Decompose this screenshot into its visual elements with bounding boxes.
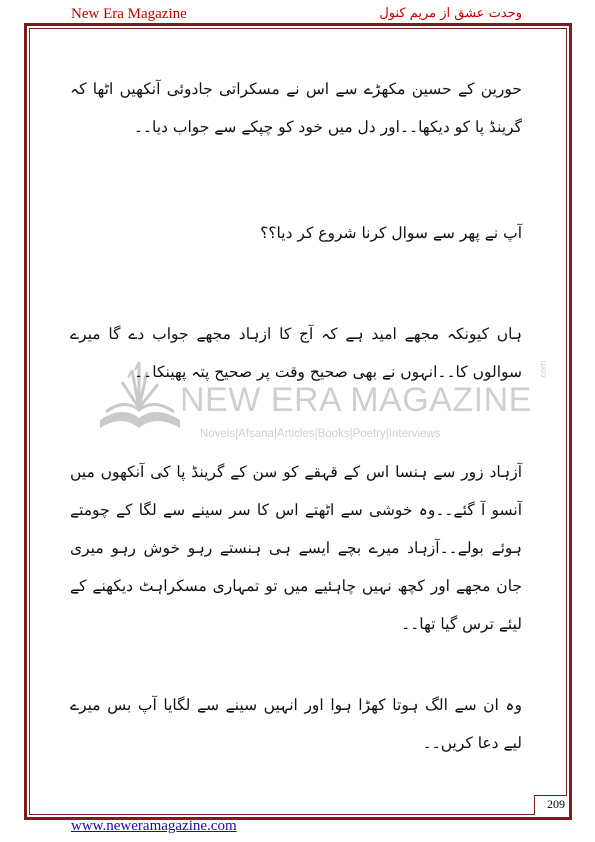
paragraph-5: وہ ان سے الگ ہوتا کھڑا ہوا اور انہیں سینے سے لگایا آپ بس میرے لیے دعا کریں۔۔ bbox=[70, 696, 522, 752]
watermark-title: NEW ERA MAGAZINE bbox=[180, 381, 532, 419]
book-title: وحدت عشق از مریم کنول bbox=[379, 6, 522, 21]
paragraph-3: ہاں کیونکہ مجھے امید ہے کہ آج کا ازہاد مجھے جواب دے گا میرے سوالوں کا۔۔انہوں نے بھی صحیح وقت پر صحیح پتہ پھینکا۔۔ bbox=[70, 325, 522, 381]
page-number: 209 bbox=[547, 797, 565, 811]
paragraph-2: آپ نے پھر سے سوال کرنا شروع کر دیا؟؟ bbox=[260, 224, 522, 242]
page-number-box bbox=[534, 795, 567, 815]
paragraph-4: آزہاد زور سے ہنسا اس کے قہقے کو سن کے گرینڈ پا کی آنکھوں میں آنسو آ گئے۔۔وہ خوشی سے اٹھتے اس کا سر سینے سے لگا کے چومتے ہوئے بولے۔۔آزہاد میرے بچے ایسے ہی ہنستے رہو خوش رہو میری جان مجھے اور کچھ نہیں چاہئیے میں تو تمہاری مسکراہٹ دیکھنے کے لیئے ترس گیا تھا۔۔ bbox=[70, 463, 522, 633]
paragraph-1: حورین کے حسین مکھڑے سے اس نے مسکراتی جادوئی آنکھیں اٹھا کہ گرینڈ پا کو دیکھا۔۔اور دل میں خود کو چپکے سے جواب دیا۔۔ bbox=[70, 80, 522, 136]
website-link[interactable]: www.neweramagazine.com bbox=[71, 818, 237, 834]
watermark-tagline: Novels|Afsana|Articles|Books|Poetry|Interviews bbox=[200, 428, 441, 440]
watermark-domain-suffix: .com bbox=[538, 360, 548, 380]
magazine-name: New Era Magazine bbox=[71, 6, 187, 22]
